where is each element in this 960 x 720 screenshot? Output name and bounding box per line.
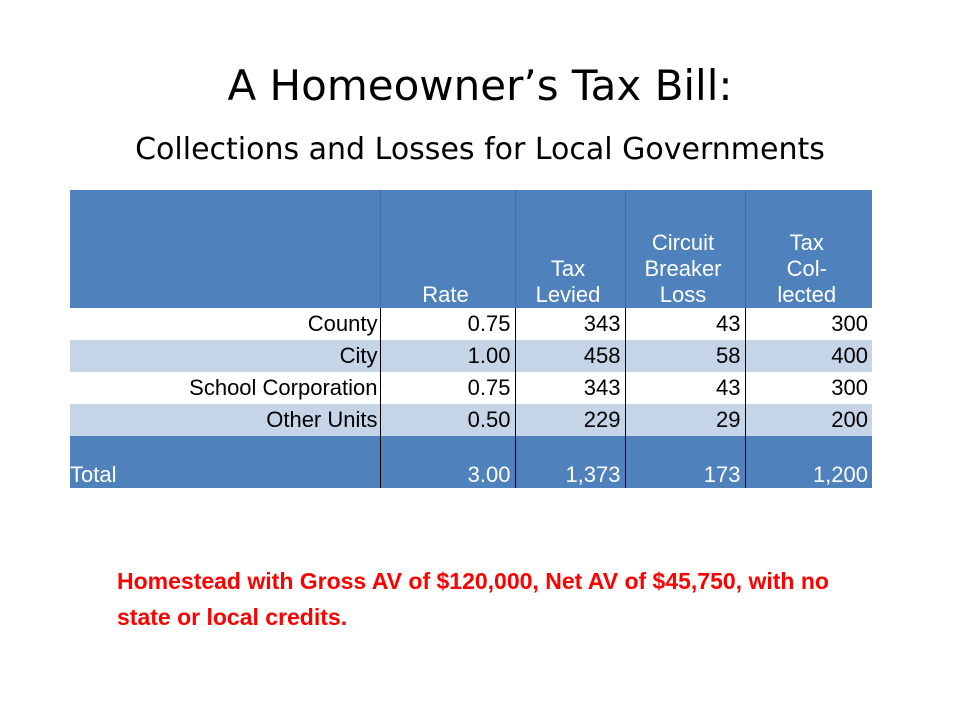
header-cbl-line2: Breaker xyxy=(644,256,722,281)
unit-cell: City xyxy=(70,340,380,372)
header-tax-collected xyxy=(745,190,872,308)
levied-cell: 343 xyxy=(515,372,625,404)
table-row xyxy=(70,404,872,436)
tax-table xyxy=(70,190,872,488)
header-tax-levied-line1: Tax xyxy=(550,256,586,281)
header-tc-line1: Tax xyxy=(789,230,824,255)
unit-cell: County xyxy=(70,308,380,340)
rate-cell: 1.00 xyxy=(380,340,515,372)
table-header-row xyxy=(70,190,872,308)
header-unit xyxy=(70,190,380,308)
total-levied: 1,373 xyxy=(515,436,625,488)
homestead-note: Homestead with Gross AV of $120,000, Net AV of $45,750, with no state or local credits. xyxy=(117,568,829,630)
header-tc-line2: Col- xyxy=(786,256,827,281)
unit-cell: Other Units xyxy=(70,404,380,436)
loss-cell: 29 xyxy=(625,404,745,436)
header-tax-levied-line2: Levied xyxy=(535,282,601,307)
header-rate xyxy=(380,190,515,308)
collected-cell: 300 xyxy=(745,308,872,340)
table-row xyxy=(70,340,872,372)
table-row xyxy=(70,308,872,340)
collected-cell: 200 xyxy=(745,404,872,436)
header-circuit-breaker-loss xyxy=(625,190,745,308)
slide-subtitle: Collections and Losses for Local Governments xyxy=(135,132,825,167)
loss-cell: 43 xyxy=(625,308,745,340)
total-collected: 1,200 xyxy=(745,436,872,488)
header-rate-label: Rate xyxy=(422,282,469,307)
header-tax-levied xyxy=(515,190,625,308)
total-label: Total xyxy=(70,436,380,488)
header-tc-line3: lected xyxy=(777,282,837,307)
loss-cell: 58 xyxy=(625,340,745,372)
total-row xyxy=(70,436,872,488)
total-loss: 173 xyxy=(625,436,745,488)
header-cbl-line3: Loss xyxy=(659,282,707,307)
rate-cell: 0.50 xyxy=(380,404,515,436)
collected-cell: 400 xyxy=(745,340,872,372)
rate-cell: 0.75 xyxy=(380,308,515,340)
levied-cell: 229 xyxy=(515,404,625,436)
total-rate: 3.00 xyxy=(380,436,515,488)
levied-cell: 343 xyxy=(515,308,625,340)
header-cbl-line1: Circuit xyxy=(651,230,715,255)
loss-cell: 43 xyxy=(625,372,745,404)
unit-cell: School Corporation xyxy=(70,372,380,404)
slide-title: A Homeowner’s Tax Bill: xyxy=(227,61,733,110)
levied-cell: 458 xyxy=(515,340,625,372)
rate-cell: 0.75 xyxy=(380,372,515,404)
collected-cell: 300 xyxy=(745,372,872,404)
table-row xyxy=(70,372,872,404)
